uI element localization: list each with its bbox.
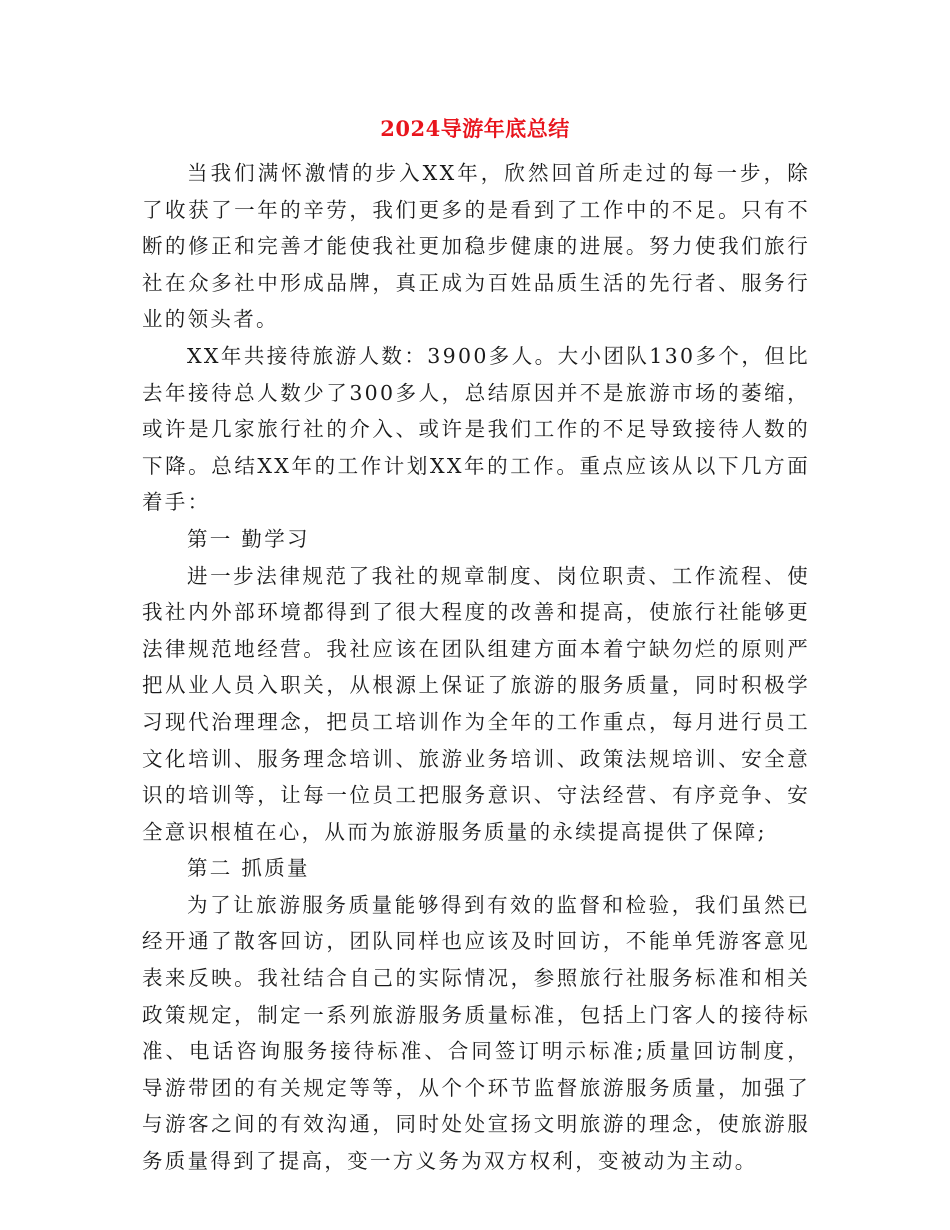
paragraph-study: 进一步法律规范了我社的规章制度、岗位职责、工作流程、使我社内外部环境都得到了很大程度的改善和提高，使旅行社能够更法律规范地经营。我社应该在团队组建方面本着宁缺勿烂的原则严把从业人员入职关，从根源上保证了旅游的服务质量，同时积极学习现代治理理念，把员工培训作为全年的工作重点，每月进行员工文化培训、服务理念培训、旅游业务培训、政策法规培训、安全意识的培训等，让每一位员工把服务意识、守法经营、有序竞争、安全意识根植在心，从而为旅游服务质量的永续提高提供了保障; — [142, 563, 810, 844]
paragraph-quality: 为了让旅游服务质量能够得到有效的监督和检验，我们虽然已经开通了散客回访，团队同样也应该及时回访，不能单凭游客意见表来反映。我社结合自己的实际情况，参照旅行社服务标准和相关政策规定，制定一系列旅游服务质量标准，包括上门客人的接待标准、电话咨询服务接待标准、合同签订明示标准;质量回访制度，导游带团的有关规定等等，从个个环节监督旅游服务质量，加强了与游客之间的有效沟通，同时处处宣扬文明旅游的理念，使旅游服务质量得到了提高，变一方义务为双方权利，变被动为主动。 — [142, 892, 810, 1174]
paragraph-intro: 当我们满怀激情的步入XX年，欣然回首所走过的每一步，除了收获了一年的辛劳，我们更多的是看到了工作中的不足。只有不断的修正和完善才能使我社更加稳步健康的进展。努力使我们旅行社在众多社中形成品牌，真正成为百姓品质生活的先行者、服务行业的领头者。 — [142, 161, 810, 332]
paragraph-visitor-stats: XX年共接待旅游人数：3900多人。大小团队130多个，但比去年接待总人数少了300多人，总结原因并不是旅游市场的萎缩，或许是几家旅行社的介入、或许是我们工作的不足导致接待人数的下降。总结XX年的工作计划XX年的工作。重点应该从以下几方面着手： — [142, 343, 810, 515]
document-title: 2024导游年底总结 — [380, 116, 570, 141]
section-heading-study: 第一 勤学习 — [187, 526, 310, 551]
document-body — [142, 155, 810, 1180]
section-heading-quality: 第二 抓质量 — [187, 856, 310, 881]
